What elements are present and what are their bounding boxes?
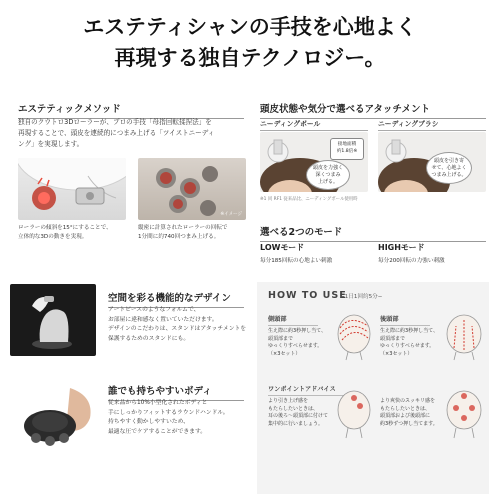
attachment-ball-label: ニーディングボール xyxy=(260,118,368,131)
body-body-line: 最適な圧でケアすることができます。 xyxy=(108,428,207,435)
roller-rotation-caption xyxy=(138,224,250,241)
design-body-line: アートピースのようなフォルムで、 xyxy=(108,307,200,313)
advice-back-illustration xyxy=(442,388,486,440)
brush-bubble xyxy=(426,152,472,184)
attachments-title: 頭皮状態や気分で選べるアタッチメント xyxy=(260,101,486,119)
howto-advice-right xyxy=(380,398,450,428)
howto-side-text xyxy=(268,328,338,358)
step-line: 生え際に約3秒押し当て、 xyxy=(268,328,327,334)
advice-side-illustration xyxy=(330,388,374,440)
headline-line-1: エステティシャンの手技を心地よく xyxy=(83,15,417,39)
advice-line: 耳の後ろ〜頭頂部に付けて xyxy=(268,413,329,420)
body-body-line: 従来品から10%小型化されたボディと xyxy=(108,400,208,406)
advice-line: もたらしたいときは、 xyxy=(380,405,431,412)
design-body-line: 保護するためのスタンドにも。 xyxy=(108,335,190,342)
step-line: 生え際に約3秒押し当て、 xyxy=(380,328,439,334)
esthetic-title: エステティックメソッド xyxy=(18,101,244,119)
howto-advice-label: ワンポイントアドバイス xyxy=(268,384,358,396)
step-line: （×3セット） xyxy=(380,350,413,357)
handheld-body-image xyxy=(10,378,96,450)
badge-line: 約1.8倍※ xyxy=(336,149,358,154)
attachment-ball-image xyxy=(260,132,368,192)
advice-line: もたらしたいときは、 xyxy=(268,405,319,412)
back-head-illustration xyxy=(442,312,486,362)
advice-line: 集中的に行いましょう。 xyxy=(268,420,324,427)
step-line: （×3セット） xyxy=(268,350,301,357)
esthetic-body-line: ング」を実現します。 xyxy=(18,140,84,148)
step-line: 頭頂部まで xyxy=(380,335,406,342)
mode-low xyxy=(260,242,370,264)
badge-line: 接地面積 xyxy=(337,142,357,147)
mode-low-name: LOWモード xyxy=(260,243,305,252)
headline-line-2: 再現する独自テクノロジー。 xyxy=(114,46,386,70)
design-title: 空間を彩る機能的なデザイン xyxy=(108,290,244,308)
mode-high-desc: 毎分200回転の力強い刺激 xyxy=(378,258,445,264)
roller-closeup-image xyxy=(138,158,246,220)
bubble-line: 深くつまみ xyxy=(315,172,341,178)
howto-back-text xyxy=(380,328,450,358)
design-body xyxy=(108,306,250,344)
advice-line: より爽快のスッキリ感を xyxy=(380,398,435,404)
caption-line: 立体的な3Dの動きを実現。 xyxy=(18,233,88,240)
roller-angle-caption xyxy=(18,224,130,241)
caption-line: ローラーの傾斜を15°にすることで、 xyxy=(18,225,112,231)
esthetic-body xyxy=(18,117,248,150)
howto-subtitle: −1日1回約5分− xyxy=(340,294,383,300)
step-line: 頭頂部まで xyxy=(268,335,294,342)
headline xyxy=(0,12,500,74)
side-head-illustration xyxy=(330,312,374,362)
bubble-line: せて、心地よく xyxy=(431,165,467,171)
howto-side-label: 側頭部 xyxy=(268,314,318,326)
body-body xyxy=(108,399,250,437)
howto-advice-left xyxy=(268,398,338,428)
design-body-line: お部屋に違和感なく置いていただけます。 xyxy=(108,316,218,323)
body-body-line: 手にしっかりフィットするラウンドハンドル。 xyxy=(108,409,229,416)
howto-back-label: 後頭部 xyxy=(380,314,430,326)
advice-line: 約3秒ずつ押し当てます。 xyxy=(380,420,438,427)
design-body-line: デザインのこだわりは、スタンドはアタッチメントを xyxy=(108,326,247,332)
step-line: ゆっくりすべらせます。 xyxy=(268,343,323,350)
howto-title: HOW TO USE xyxy=(268,290,347,301)
bubble-line: つまみ上げる。 xyxy=(431,172,467,178)
body-body-line: 持ちやすく動かしやすいため、 xyxy=(108,419,189,425)
design-stand-image xyxy=(10,284,96,356)
image-note: ※イメージ xyxy=(220,212,242,217)
advice-line: より引き上げ感を xyxy=(268,398,309,404)
attachment-brush-image xyxy=(378,132,486,192)
roller-angle-image xyxy=(18,158,126,220)
bubble-line: 頭皮を力強く xyxy=(312,165,343,171)
contact-area-badge xyxy=(330,138,364,160)
step-line: ゆっくりすべらせます。 xyxy=(380,343,435,350)
mode-low-desc: 毎分185回転の心地よい刺激 xyxy=(260,258,333,264)
mode-high xyxy=(378,242,488,264)
attachments-footnote: ※1 同 RF1 従来品比、ニーディングボール使用時 xyxy=(260,197,358,202)
attachment-brush-label: ニーディングブラシ xyxy=(378,118,486,131)
ball-bubble xyxy=(306,160,350,190)
caption-line: 1分間に約740回つまみ上げる。 xyxy=(138,233,220,240)
esthetic-body-line: 独自のクウトロ3Dローラーが、プロの手技「母指回転揉捏法」を xyxy=(18,118,212,126)
modes-title: 選べる2つのモード xyxy=(260,224,486,242)
body-title: 誰でも持ちやすいボディ xyxy=(108,383,244,401)
mode-high-name: HIGHモード xyxy=(378,243,425,252)
caption-line: 縦密に計算されたローラーの回転で xyxy=(138,225,228,231)
bubble-line: 頭皮を引き寄 xyxy=(433,158,464,164)
advice-line: 頭頂部および後頭部に xyxy=(380,413,431,420)
esthetic-body-line: 再現することで、頭皮を連続的につまみ上げる「ツイストニーディ xyxy=(18,129,215,137)
bubble-line: 上げる。 xyxy=(317,179,338,185)
